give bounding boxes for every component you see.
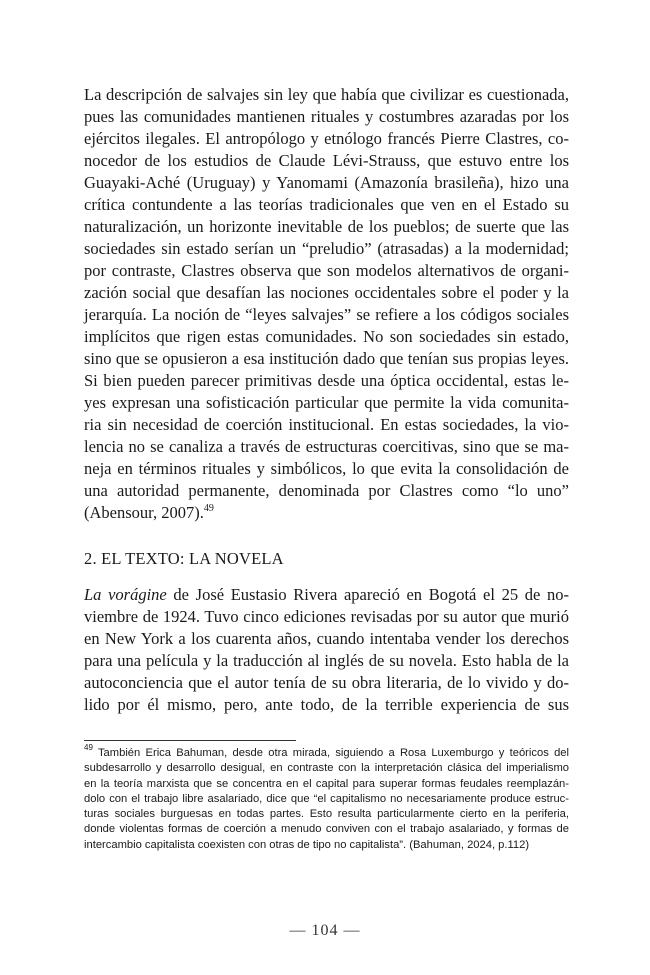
text-line-last [84,502,569,524]
text-line: para una película y la traducción al inglés de su novela. Esto habla de la [84,651,569,670]
text-line: una autoridad permanente, denominada por Clastres como “lo uno” [84,481,569,500]
page-body [84,84,569,716]
text-line: pues las comunidades mantienen rituales y costumbres azaradas por los [84,107,569,126]
text-line: jerarquía. La noción de “leyes salvajes” se refiere a los códigos sociales [84,305,569,324]
text-line: ria sin necesidad de coerción institucional. En estas sociedades, la vio- [84,415,569,434]
text-line: lencia no se canaliza a través de estructuras coercitivas, sino que se ma- [84,437,569,456]
text-line: neja en términos rituales y simbólicos, lo que evita la consolidación de [84,459,569,478]
text-line: Guayaki-Aché (Uruguay) y Yanomami (Amazonía brasileña), hizo una [84,173,569,192]
text-line: crítica contundente a las teorías tradicionales que ven en el Estado su [84,195,569,214]
text-line: por contraste, Clastres observa que son modelos alternativos de organi- [84,261,569,280]
text-line: en New York a los cuarenta años, cuando intentaba vender los derechos [84,629,569,648]
text-line: Si bien pueden parecer primitivas desde una óptica occidental, estas le- [84,371,569,390]
text-line: de José Eustasio Rivera apareció en Bogotá el 25 de no- [166,585,569,604]
footnote-line: en la teoría marxista que se concentra en el capital para superar formas feudales reemplazán- [84,777,569,790]
text-line: naturalización, un horizonte inevitable de los pueblos; de suerte que las [84,217,569,236]
footnote-line: subdesarrollo y desarrollo desigual, en contraste con la interpretación clásica del imperialismo [84,762,569,775]
text-line: viembre de 1924. Tuvo cinco ediciones revisadas por su autor que murió [84,607,569,626]
footnote-line-first [84,743,569,761]
text-line: nocedor de los estudios de Claude Lévi-Strauss, que estuvo entre los [84,151,569,170]
text-line-first [84,584,569,606]
text-line: zación social que desafían las nociones occidentales sobre el poder y la [84,283,569,302]
text-line: implícitos que rigen estas comunidades. No son sociedades sin estado, [84,327,569,346]
footnote-line: dolo con el trabajo libre asalariado, dice que “el capitalismo no necesariamente produce estruc- [84,792,569,805]
text-line: sino que se opusieron a esa institución dado que tenían sus propias leyes. [84,349,569,368]
footnote-line: intercambio capitalista coexisten con otras de tipo no capitalista”. (Bahuman, 2024, p.112) [84,838,530,851]
text-line: sociedades sin estado serían un “preludio” (atrasadas) a la modernidad; [84,239,569,258]
footnote-number: 49 [84,743,93,753]
paragraph-2 [84,584,569,716]
text-line: lido por él mismo, pero, ante todo, de la terrible experiencia de sus [84,695,569,714]
text-line: ejércitos ilegales. El antropólogo y etnólogo francés Pierre Clastres, co- [84,129,569,148]
text-line: (Abensour, 2007). [84,503,204,522]
footnote-text: También Erica Bahuman, desde otra mirada, siguiendo a Rosa Luxemburgo y teóricos del [92,747,569,759]
footnote-reference[interactable]: 49 [203,502,214,514]
footnote [84,743,569,853]
book-title: La vorágine [84,585,167,604]
section-heading: 2. EL TEXTO: LA NOVELA [84,549,284,568]
text-line: autoconciencia que el autor tenía de su obra literaria, de lo vivido y do- [84,673,569,692]
footnote-divider [84,740,296,741]
text-line: La descripción de salvajes sin ley que había que civilizar es cuestionada, [84,85,569,104]
text-line: yes expresan una sofisticación particular que permite la vida comunita- [84,393,569,412]
footnote-line: turas sociales burguesas en todas partes. Esto resulta particularmente cierto en la periferia, [84,808,569,821]
paragraph-1 [84,84,569,524]
page-number: — 104 — [289,922,361,939]
footnote-line: donde violentas formas de coerción a menudo conviven con el trabajo asalariado, y formas de [84,823,569,836]
